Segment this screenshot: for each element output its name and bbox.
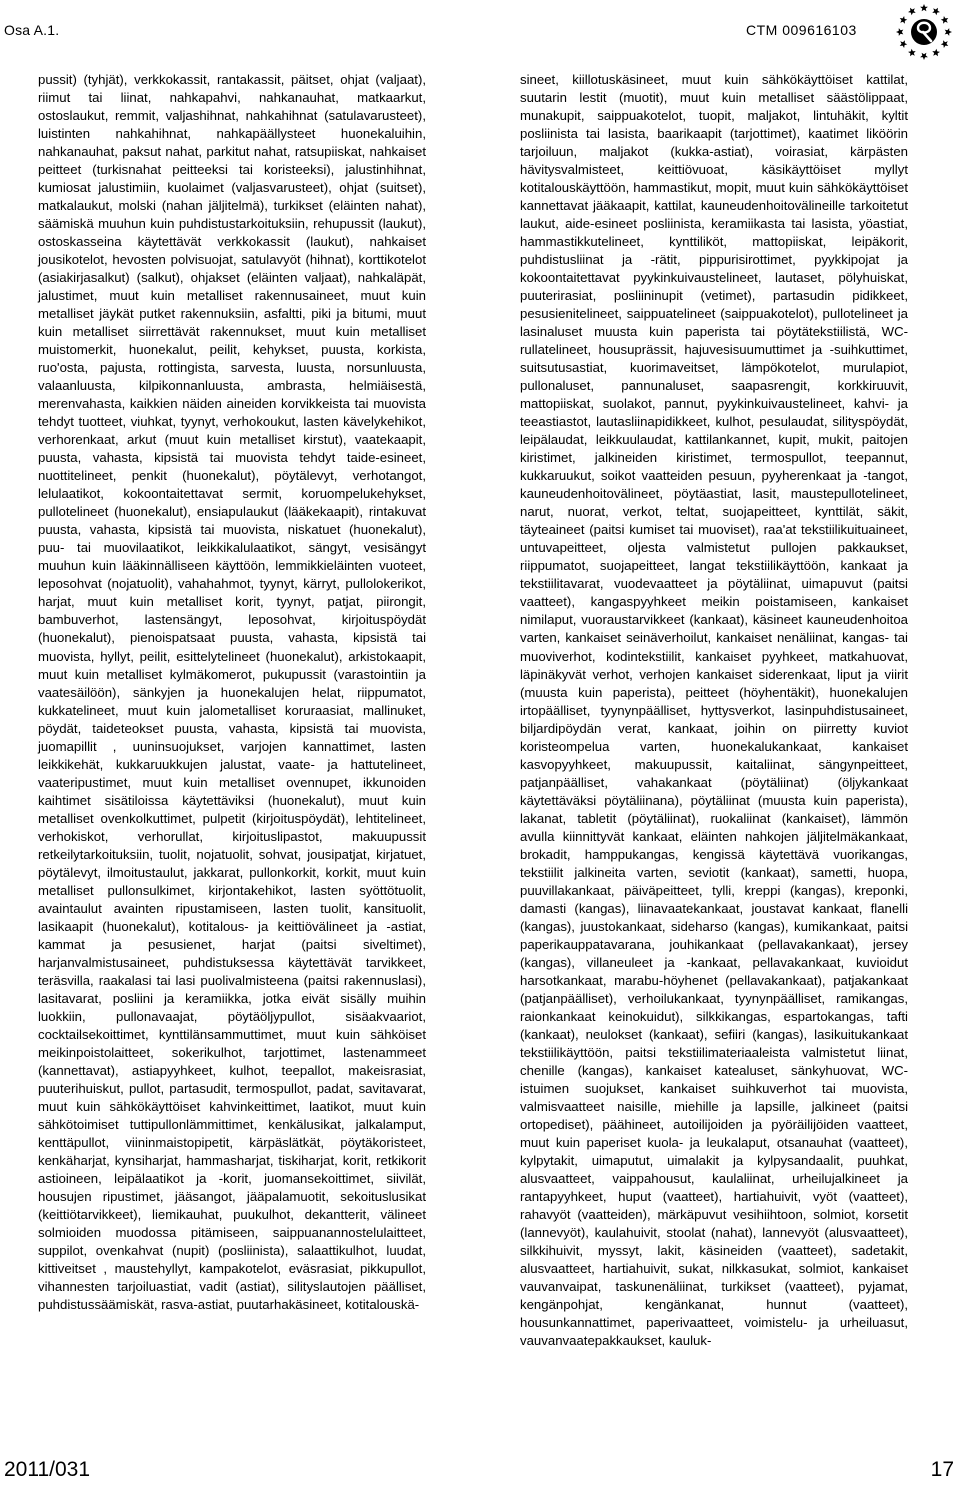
text-column-right: sineet, kiillotuskäsineet, muut kuin sähkökäyttöiset kattilat, suutarin lestit (muotit), muut kuin metalliset säästölippaat, munakupit, saippuakotelot, tuopit, maljakot, lintuhäkit, kyltit posliinista tai lasista, baarikaapit (tarjottimet), kaatimet liköörin tarjoiluun, maljakot (kukka-astiat), voirasiat, kärpästen hävitysvalmisteet, keittiövuoat, käsikäyttöiset myllyt kotitalouskäyttöön, hammastikut, mopit, muut kuin sähkökäyttöiset kannettavat jääkaapit, kattilat, kauneudenhoitovälineille tarkoitetut laukut, aide-esineet posliinista, keramiikasta tai lasista, yöastiat, hammastikkutelineet, kynttiliköt, mattopiiskat, leipäkorit, puhdistusliinat ja -rätit, pippurisirottimet, pyykkipojat ja kokoontaitettavat pyykinkuivaustelineet, lautaset, pölyhuiskat, puuterirasiat, posliininupit (vetimet), partasudin pidikkeet, pesusienitelineet, saippuatelineet (saippuakotelot), pullotelineet ja lasinaluset muusta kuin paperista tai pöytätekstiilistä, WC-rullatelineet, housuprässit, hajuvesisuumuttimet ja -suihkuttimet, suitsutusastiat, kuorimaveitset, lämpökotelot, murulapiot, pullonaluset, pannunaluset, saapasrengit, korkkiruuvit, mattopiiskat, suolakot, pannut, pyykinkuivaustelineet, kahvi- ja teeastiastot, lautasliinapidikkeet, kulhot, pesulaudat, silityspöydät, leipälaudat, leikkuulaudat, kattilankannet, kupit, mukit, paitojen kiristimet, jalkineiden kiristimet, termospullot, teepannut, kukkaruukut, soikot vaatteiden pesuun, pyyherenkaat ja -tangot, kauneudenhoitovälineet, pöytäastiat, lasit, maustepullotelineet, narut, nuorat, verkot, teltat, suojapeitteet, kynttilät, säkit, täyteaineet (paitsi kumiset tai muoviset), raa'at tekstiilikuituaineet, untuvapeitteet, oljesta valmistetut pullojen pakkaukset, riippumatot, suojapeitteet, langat tekstiilikäyttöön, kankaat ja tekstiilitavarat, vuodevaatteet ja pöytäliinat, uimapuvut (paitsi vaatteet), kangaspyyhkeet meikin poistamiseen, kankaiset nimilaput, vuoraustarvikkeet (kankaat), käsineet kauneudenhoitoa varten, kankaiset seinäverhoilut, kankaiset nenäliinat, kangas- tai muoviverhot, kodintekstiilit, kankaiset pyyhkeet, matkahuovat, läpinäkyvät verhot, verhojen kankaiset siderenkaat, liput ja viirit (muusta kuin paperista), peitteet (höyhentäkit), huonekalujen irtopäälliset, tyynynpäälliset, hyttysverkot, lasinpuhdistusaineet, biljardipöydän verat, kankaat, joihin on piirretty kuviot koristeompelua varten, huonekalukankaat, kankaiset kasvopyyhkeet, makuupussit, kaitaliinat, sängynpeitteet, patjanpäälliset, vahakankaat (pöytäliinat) (öljykankaat käytettäväksi pöytäliinana), pöytäliinat (muusta kuin paperista), lakanat, tabletit (pöytäliinat), ruokaliinat (kankaiset), lämmön avulla kiinnittyvät kankaat, eläinten nahkojen jäljitelmäkankaat, brokadit, hamppukangas, kengissä käytettävä vuorikangas, tekstiilit jalkineita varten, seviotit (kankaat), sametti, huopa, puuvillakankaat, päiväpeitteet, tylli, kreppi (kangas), kreponki, damasti (kangas), liinavaatekankaat, joustavat kankaat, flanelli (kangas), juustokankaat, sideharso (kangas), kumikankaat, paitsi paperikauppatavarana, jouhikankaat (pellavakankaat), jersey (kangas), villaneuleet ja -kankaat, pellavakankaat, kuvioidut harsotkankaat, marabu-höyhenet (pellavakankaat), patjakankaat (patjanpäälliset), verhoilukankaat, tyynynpäälliset, ramikangas, raionkankaat keinokuidut), silkkikangas, espartokangas, tafti (kankaat), neulokset (kankaat), sefiiri (kangas), lasikuitukankaat tekstiilikäyttöön, paitsi tekstiilimateriaaleista valmistetut liinat, chenille (kangas), kankaiset katealuset, sänkyhuovat, WC-istuimen suojukset, kankaiset suihkuverhot tai muovista, valmisvaatteet naisille, miehille ja lapsille, jalkineet (paitsi ortopediset), päähineet, autoilijoiden ja pyöräilijöiden vaatteet, muut kuin paperiset kuola- ja leukalaput, otsanauhat (vaatteet), kylpytakit, uimaputut, uimalakit ja kylpysandaalit, puuhkat, alusvaatteet, vaippahousut, kaulaliinat, urheilujalkineet ja rantapyyhkeet, huput (vaatteet), hartiahuivit, vyöt (vaatteet), rahavyöt (vaatteiden), märkäpuvut vesihiihtoon, solmiot, korsetit (lannevyöt), kaulahuivit, stoolat (nahat), lannevyöt (alusvaatteet), silkkihuivit, myssyt, lakit, käsineiden (vaatteet), sadetakit, alusvaatteet, hartiahuivit, sukat, nilkkasukat, solmiot, kankaiset vauvanvaipat, taskunenäliinat, turkikset (vaatteet), pyjamat, kengänpohjat, kengänkanat, hunnut (vaatteet), housunkannattimet, paperivaatteet, voimistelu- ja urheiluasut, vauvanvaatepakkaukset, kauluk- (520, 72, 908, 1349)
page-number: 17 (930, 1458, 954, 1481)
document-id: CTM 009616103 (746, 22, 857, 38)
text-column-left: pussit) (tyhjät), verkkokassit, rantakassit, päitset, ohjat (valjaat), riimut tai liinat, nahkapahvi, nahkanauhat, matkaarkut, ostoslaukut, remmit, valjashihnat, nahkahihnat (satulavarusteet), luistinten nahkahihnat, nahkapäällysteet huonekaluihin, nahkanauhat, paksut nahat, parkitut nahat, ratsupiiskat, nahkaiset peitteet (turkisnahat peitteeksi tai koristeeksi), jalustinhihnat, kumiosat jalustimiin, kuolaimet (valjasvarusteet), ohjat (suitset), matkalaukut, molski (nahan jäljitelmä), turkikset (eläinten nahat), säämiskä muuhun kuin puhdistustarkoituksiin, rehupussit (laukut), ostoskasseina käytettävät verkkokassit (laukut), nahkaiset jousikotelot, hevosten polvisuojat, satulavyöt (hihnat), korttikotelot (asiakirjasalkut) (salkut), ohjakset (eläinten valjaat), nahkaläpät, jalustimet, muut kuin metalliset rakennusaineet, muut kuin metalliset jäykät putket rakennuksiin, asfaltti, piki ja bitumi, muut kuin metalliset siirrettävät rakennukset, muut kuin metalliset muistomerkit, huonekalut, peilit, kehykset, puusta, korkista, ruo'osta, pajusta, rottingista, sarvesta, luusta, norsunluusta, valaanluusta, kilpikonnanluusta, ambrasta, helmiäisestä, merenvahasta, kaikkien näiden aineiden korvikkeista tai muovista tehdyt tuotteet, viuhkat, tyynyt, verhokoukut, lasten kävelykehikot, verhorenkaat, arkut (muut kuin metalliset kirstut), vaatekaapit, puusta, vahasta, kipsistä tai muovista tehdyt taide-esineet, nuottitelineet, penkit (huonekalut), pöytälevyt, verhotangot, lelulaatikot, kokoontaitettavat sermit, koruompelukehykset, pullotelineet (huonekalut), ensiapulaukut (lääkekaapit), rintakuvat puusta, vahasta, kipsistä tai muovista, niskatuet (huonekalut), puu- tai muovilaatikot, leikkikalulaatikot, sängyt, vesisängyt muuhun kuin lääkinnälliseen käyttöön, lemmikkieläinten vuoteet, leposohvat (nojatuolit), vahahahmot, tyynyt, kärryt, pullolokerikot, harjat, muut kuin metalliset korit, tyynyt, patjat, piirongit, bambuverhot, lastensängyt, leposohvat, kirjoituspöydät (huonekalut), pienoispatsaat puusta, vahasta, kipsistä tai muovista, hyllyt, peilit, esittelytelineet (huonekalut), arkistokaapit, muut kuin metalliset kylmäkomerot, pukupussit (varastointiin ja vaatesäilöön), sänkyjen ja huonekalujen helat, riippumatot, kukkatelineet, muut kuin jalometalliset koruraasiat, mallinuket, pöydät, taideteokset puusta, vahasta, kipsistä tai muovista, juomapillit , uuninsuojukset, varjojen kannattimet, lasten leikkikehät, kukkaruukkujen jalustat, vaate- ja hattutelineet, vaateripustimet, muut kuin metalliset ovennupet, ikkunoiden kaihtimet sisätiloissa käytettäviksi (huonekalut), muut kuin metalliset ovenkolkuttimet, pulpetit (kirjoituspöydät), lehtitelineet, verhokiskot, verhorullat, kirjoituslipastot, makuupussit retkeilytarkoituksiin, tuolit, nojatuolit, sohvat, jousipatjat, kirjatuet, pöytälevyt, ilmoitustaulut, jakkarat, pullonkorkit, korkit, muut kuin metalliset pullonsulkimet, kirjontakehikot, lasten syöttötuolit, avaintaulut avainten ripustamiseen, lasten tuolit, kansituolit, lasikaapit (huonekalut), kotitalous- ja keittiövälineet ja -astiat, kammat ja pesusienet, harjat (paitsi siveltimet), harjanvalmistusaineet, puhdistuksessa käytettävät tarvikkeet, teräsvilla, raakalasi tai lasi puolivalmisteena (paitsi rakennuslasi), lasitavarat, posliini ja keramiikka, jotka eivät sisälly muihin luokkiin, pullonavaajat, pöytäöljypullot, sisäakvaariot, cocktailsekoittimet, kynttilänsammuttimet, muut kuin sähköiset meikinpoistolaitteet, sokerikulhot, tarjottimet, lastenammeet (kannettavat), astiapyyhkeet, kulhot, teepallot, makeisrasiat, puuterihuiskut, pullot, partasudit, termospullot, padat, savitavarat, muut kuin sähkökäyttöiset kahvinkeittimet, laatikot, muut kuin sähkötoimiset tuttipullonlämmittimet, kenkälusikat, jalkalamput, kenttäpullot, viininmaistopipetit, kärpäslätkät, pöytäkoristeet, kenkäharjat, kynsiharjat, hammasharjat, tiskiharjat, korit, retkikorit astioineen, leipälaatikot ja -korit, juomansekoittimet, siivilät, housujen ripustimet, jääsangot, jääpalamuotit, sekoituslusikat (keittiötarvikkeet), liemikauhat, puukulhot, dekantterit, välineet solmioiden muodossa pitämiseen, saippuanannostelulaitteet, suppilot, ovenkahvat (nupit) (posliinista), salaattikulhot, luudat, kittiveitset , maustehyllyt, kampakotelot, eväsrasiat, pikkupullot, vihannesten tarjoiluastiat, vadit (astiat), silityslautojen päälliset, puhdistussäämiskät, rasva-astiat, puutarhakäsineet, kotitalouskä- (38, 72, 426, 1313)
eu-trademark-emblem-icon (894, 2, 954, 62)
section-label: Osa A.1. (4, 22, 60, 38)
issue-number: 2011/031 (4, 1458, 91, 1481)
